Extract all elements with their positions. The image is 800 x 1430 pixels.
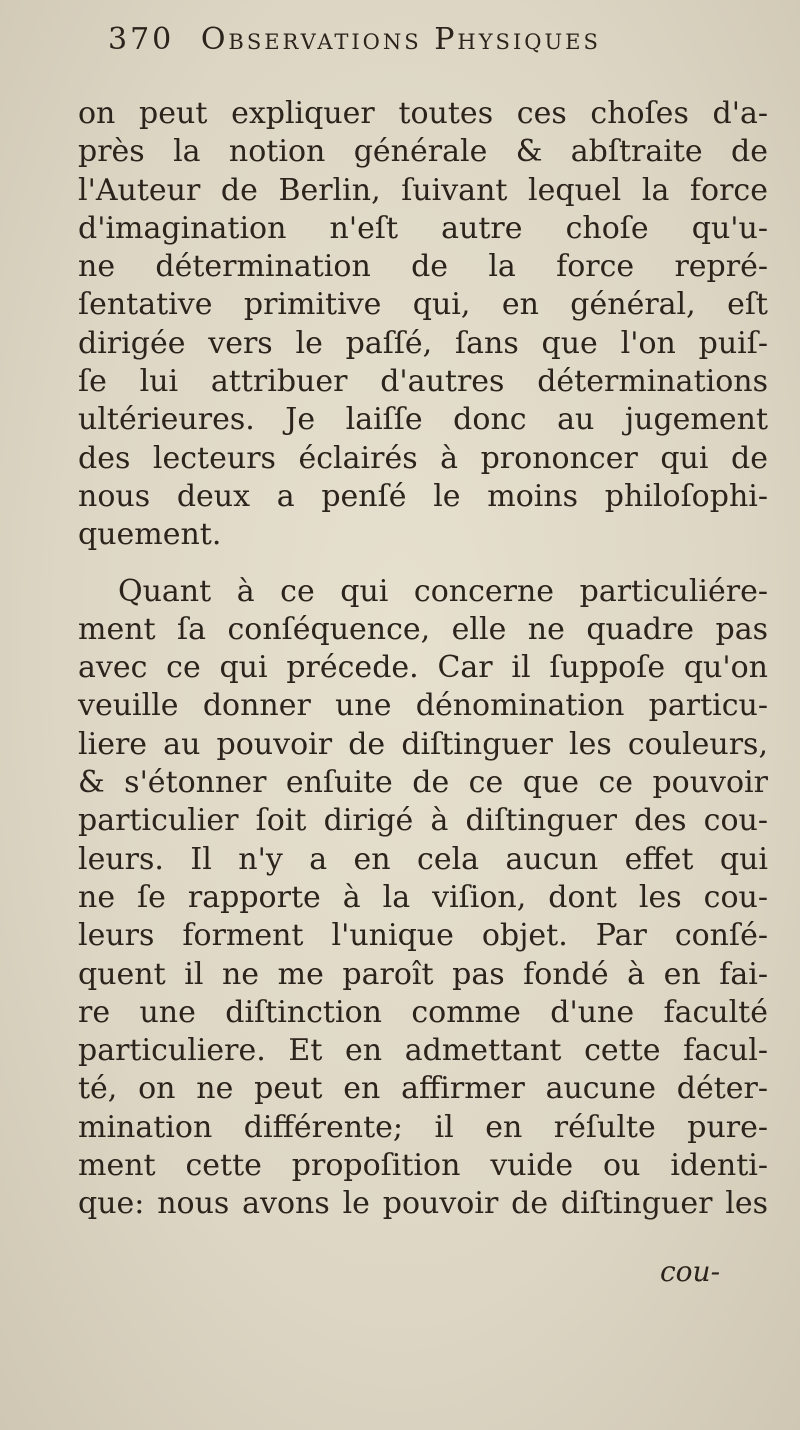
paragraph-gap <box>78 555 768 573</box>
text-line: leurs forment l'unique objet. Par conſé- <box>78 918 768 954</box>
text-line: té, on ne peut en affirmer aucune déter- <box>78 1071 768 1107</box>
text-line: Quant à ce qui concerne particuliére- <box>118 573 768 609</box>
running-title: Observations Physiques <box>200 22 601 57</box>
text-line: ſentative primitive qui, en général, eſt <box>78 287 768 323</box>
text-line: avec ce qui précede. Car il ſuppoſe qu'on <box>78 650 768 686</box>
text-line: ultérieures. Je laiſſe donc au jugement <box>78 402 768 438</box>
page-number: 370 <box>108 22 175 57</box>
text-line: & s'étonner enſuite de ce que ce pouvoir <box>78 765 768 801</box>
text-line: nous deux a penſé le moins philoſophi- <box>78 478 768 514</box>
text-line: ſe lui attribuer d'autres déterminations <box>78 364 768 400</box>
text-body <box>78 95 768 1224</box>
text-line: que: nous avons le pouvoir de diſtinguer les <box>78 1186 768 1222</box>
text-line: près la notion générale & abſtraite de <box>78 134 768 170</box>
text-line: ne ſe rapporte à la viſion, dont les cou- <box>78 879 768 915</box>
text-line: quent il ne me paroît pas fondé à en fai- <box>78 956 768 992</box>
text-line: ne détermination de la force repré- <box>78 249 768 285</box>
text-line: on peut expliquer toutes ces choſes d'a- <box>78 96 768 131</box>
text-line: re une diſtinction comme d'une faculté <box>78 994 768 1030</box>
running-header <box>108 22 748 72</box>
text-line: des lecteurs éclairés à prononcer qui de <box>78 440 768 476</box>
text-line: leurs. Il n'y a en cela aucun effet qui <box>78 841 768 877</box>
text-line: particuliere. Et en admettant cette facul- <box>78 1033 768 1069</box>
text-line: ment cette propoſition vuide ou identi- <box>78 1148 768 1184</box>
text-line: dirigée vers le paſſé, ſans que l'on puiſ- <box>78 325 768 361</box>
text-line: l'Auteur de Berlin, ſuivant lequel la force <box>78 172 768 208</box>
text-line: veuille donner une dénomination particu- <box>78 688 768 724</box>
catchword: cou- <box>660 1255 721 1288</box>
text-line: mination différente; il en réſulte pure- <box>78 1109 768 1145</box>
text-line: ment ſa conſéquence, elle ne quadre pas <box>78 611 768 647</box>
paragraph-2 <box>78 573 768 1224</box>
text-line: liere au pouvoir de diſtinguer les couleurs, <box>78 726 768 762</box>
text-line: particulier ſoit dirigé à diſtinguer des cou- <box>78 803 768 839</box>
text-line: quement. <box>78 517 222 553</box>
paragraph-1 <box>78 95 768 555</box>
text-line: d'imagination n'eſt autre choſe qu'u- <box>78 210 768 246</box>
